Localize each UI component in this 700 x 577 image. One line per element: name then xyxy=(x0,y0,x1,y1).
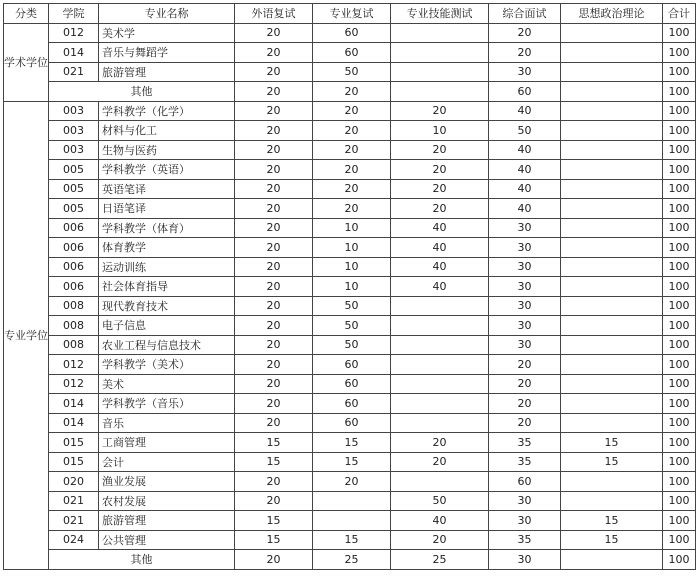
college-code: 012 xyxy=(49,23,99,43)
academic-category-cell: 学术学位 xyxy=(4,23,49,101)
table-row xyxy=(4,160,696,180)
politics-score: 15 xyxy=(561,530,663,550)
other-label: 其他 xyxy=(49,550,235,570)
politics-score: 15 xyxy=(561,452,663,472)
politics-score xyxy=(561,374,663,394)
politics-score: 15 xyxy=(561,511,663,531)
college-code: 014 xyxy=(49,43,99,63)
interview-score: 30 xyxy=(489,277,561,297)
interview-score: 30 xyxy=(489,62,561,82)
foreign-retest-score: 20 xyxy=(235,472,313,492)
major-name: 学科教学（化学） xyxy=(99,101,235,121)
major-retest-score: 50 xyxy=(313,335,391,355)
header-category: 分类 xyxy=(4,4,49,24)
professional-category-cell: 专业学位 xyxy=(4,101,49,569)
interview-score: 30 xyxy=(489,316,561,336)
skill-test-score: 40 xyxy=(391,238,489,258)
total-score: 100 xyxy=(663,199,696,219)
major-retest-score: 15 xyxy=(313,452,391,472)
politics-score xyxy=(561,62,663,82)
skill-test-score xyxy=(391,296,489,316)
skill-test-score: 20 xyxy=(391,452,489,472)
politics-score xyxy=(561,179,663,199)
major-retest-score: 10 xyxy=(313,277,391,297)
foreign-retest-score: 20 xyxy=(235,296,313,316)
header-college: 学院 xyxy=(49,4,99,24)
college-code: 006 xyxy=(49,218,99,238)
major-retest-score: 20 xyxy=(313,82,391,102)
table-row xyxy=(4,43,696,63)
interview-score: 20 xyxy=(489,394,561,414)
politics-score xyxy=(561,355,663,375)
interview-score: 30 xyxy=(489,550,561,570)
foreign-retest-score: 20 xyxy=(235,101,313,121)
total-score: 100 xyxy=(663,43,696,63)
skill-test-score: 40 xyxy=(391,277,489,297)
table-row xyxy=(4,23,696,43)
total-score: 100 xyxy=(663,335,696,355)
politics-score xyxy=(561,101,663,121)
foreign-retest-score: 15 xyxy=(235,433,313,453)
skill-test-score xyxy=(391,82,489,102)
table-row xyxy=(4,491,696,511)
politics-score xyxy=(561,160,663,180)
college-code: 015 xyxy=(49,452,99,472)
politics-score xyxy=(561,335,663,355)
foreign-retest-score: 20 xyxy=(235,335,313,355)
politics-score xyxy=(561,140,663,160)
major-retest-score: 50 xyxy=(313,316,391,336)
academic-other-row xyxy=(4,82,696,102)
foreign-retest-score: 20 xyxy=(235,413,313,433)
total-score: 100 xyxy=(663,23,696,43)
interview-score: 40 xyxy=(489,140,561,160)
skill-test-score xyxy=(391,316,489,336)
total-score: 100 xyxy=(663,218,696,238)
major-name: 美术 xyxy=(99,374,235,394)
interview-score: 40 xyxy=(489,179,561,199)
interview-score: 20 xyxy=(489,43,561,63)
header-major-retest: 专业复试 xyxy=(313,4,391,24)
skill-test-score xyxy=(391,335,489,355)
interview-score: 35 xyxy=(489,433,561,453)
skill-test-score xyxy=(391,62,489,82)
interview-score: 40 xyxy=(489,160,561,180)
college-code: 006 xyxy=(49,257,99,277)
total-score: 100 xyxy=(663,160,696,180)
college-code: 006 xyxy=(49,277,99,297)
major-name: 美术学 xyxy=(99,23,235,43)
college-code: 015 xyxy=(49,433,99,453)
skill-test-score xyxy=(391,43,489,63)
foreign-retest-score: 20 xyxy=(235,218,313,238)
table-row xyxy=(4,62,696,82)
major-retest-score: 20 xyxy=(313,199,391,219)
total-score: 100 xyxy=(663,238,696,258)
foreign-retest-score: 20 xyxy=(235,82,313,102)
college-code: 008 xyxy=(49,316,99,336)
politics-score xyxy=(561,218,663,238)
foreign-retest-score: 20 xyxy=(235,43,313,63)
foreign-retest-score: 15 xyxy=(235,511,313,531)
interview-score: 60 xyxy=(489,82,561,102)
header-major-name: 专业名称 xyxy=(99,4,235,24)
skill-test-score xyxy=(391,413,489,433)
major-name: 农业工程与信息技术 xyxy=(99,335,235,355)
major-name: 体育教学 xyxy=(99,238,235,258)
politics-score xyxy=(561,238,663,258)
college-code: 006 xyxy=(49,238,99,258)
skill-test-score: 20 xyxy=(391,199,489,219)
politics-score xyxy=(561,23,663,43)
foreign-retest-score: 20 xyxy=(235,374,313,394)
table-row xyxy=(4,511,696,531)
politics-score xyxy=(561,394,663,414)
total-score: 100 xyxy=(663,277,696,297)
table-row xyxy=(4,413,696,433)
foreign-retest-score: 20 xyxy=(235,179,313,199)
politics-score xyxy=(561,199,663,219)
major-name: 学科教学（英语） xyxy=(99,160,235,180)
college-code: 008 xyxy=(49,335,99,355)
major-name: 运动训练 xyxy=(99,257,235,277)
total-score: 100 xyxy=(663,101,696,121)
major-retest-score xyxy=(313,511,391,531)
college-code: 021 xyxy=(49,511,99,531)
interview-score: 30 xyxy=(489,238,561,258)
skill-test-score: 50 xyxy=(391,491,489,511)
college-code: 003 xyxy=(49,101,99,121)
table-row xyxy=(4,101,696,121)
other-label: 其他 xyxy=(49,82,235,102)
skill-test-score: 20 xyxy=(391,530,489,550)
politics-score: 15 xyxy=(561,433,663,453)
major-name: 生物与医药 xyxy=(99,140,235,160)
total-score: 100 xyxy=(663,140,696,160)
major-retest-score: 20 xyxy=(313,472,391,492)
foreign-retest-score: 20 xyxy=(235,257,313,277)
major-name: 材料与化工 xyxy=(99,121,235,141)
header-skill-test: 专业技能测试 xyxy=(391,4,489,24)
foreign-retest-score: 15 xyxy=(235,530,313,550)
total-score: 100 xyxy=(663,316,696,336)
college-code: 014 xyxy=(49,394,99,414)
major-retest-score: 15 xyxy=(313,433,391,453)
table-row xyxy=(4,433,696,453)
total-score: 100 xyxy=(663,413,696,433)
foreign-retest-score: 20 xyxy=(235,62,313,82)
college-code: 021 xyxy=(49,491,99,511)
foreign-retest-score: 20 xyxy=(235,491,313,511)
major-retest-score: 50 xyxy=(313,296,391,316)
total-score: 100 xyxy=(663,257,696,277)
interview-score: 40 xyxy=(489,199,561,219)
table-row xyxy=(4,277,696,297)
major-name: 音乐与舞蹈学 xyxy=(99,43,235,63)
table-row xyxy=(4,218,696,238)
interview-score: 60 xyxy=(489,472,561,492)
header-total: 合计 xyxy=(663,4,696,24)
foreign-retest-score: 15 xyxy=(235,452,313,472)
skill-test-score xyxy=(391,394,489,414)
major-retest-score: 60 xyxy=(313,43,391,63)
total-score: 100 xyxy=(663,374,696,394)
major-name: 会计 xyxy=(99,452,235,472)
interview-score: 20 xyxy=(489,355,561,375)
total-score: 100 xyxy=(663,121,696,141)
college-code: 020 xyxy=(49,472,99,492)
total-score: 100 xyxy=(663,491,696,511)
interview-score: 30 xyxy=(489,257,561,277)
major-name: 旅游管理 xyxy=(99,62,235,82)
total-score: 100 xyxy=(663,296,696,316)
interview-score: 20 xyxy=(489,374,561,394)
college-code: 021 xyxy=(49,62,99,82)
major-name: 学科教学（体育） xyxy=(99,218,235,238)
major-name: 学科教学（音乐） xyxy=(99,394,235,414)
major-retest-score: 20 xyxy=(313,160,391,180)
major-retest-score: 60 xyxy=(313,23,391,43)
major-retest-score: 10 xyxy=(313,218,391,238)
table-row xyxy=(4,257,696,277)
total-score: 100 xyxy=(663,394,696,414)
college-code: 003 xyxy=(49,140,99,160)
table-row xyxy=(4,296,696,316)
major-name: 电子信息 xyxy=(99,316,235,336)
professional-other-row xyxy=(4,550,696,570)
politics-score xyxy=(561,472,663,492)
total-score: 100 xyxy=(663,550,696,570)
major-retest-score: 20 xyxy=(313,140,391,160)
foreign-retest-score: 20 xyxy=(235,140,313,160)
major-retest-score: 25 xyxy=(313,550,391,570)
foreign-retest-score: 20 xyxy=(235,394,313,414)
table-row xyxy=(4,530,696,550)
skill-test-score: 20 xyxy=(391,140,489,160)
college-code: 008 xyxy=(49,296,99,316)
college-code: 003 xyxy=(49,121,99,141)
foreign-retest-score: 20 xyxy=(235,355,313,375)
major-retest-score: 20 xyxy=(313,101,391,121)
college-code: 012 xyxy=(49,355,99,375)
major-name: 音乐 xyxy=(99,413,235,433)
skill-test-score: 20 xyxy=(391,433,489,453)
major-retest-score: 20 xyxy=(313,121,391,141)
skill-test-score: 20 xyxy=(391,101,489,121)
table-row xyxy=(4,121,696,141)
major-name: 日语笔译 xyxy=(99,199,235,219)
total-score: 100 xyxy=(663,82,696,102)
politics-score xyxy=(561,316,663,336)
major-name: 学科教学（美术） xyxy=(99,355,235,375)
interview-score: 30 xyxy=(489,218,561,238)
table-row xyxy=(4,140,696,160)
table-row xyxy=(4,335,696,355)
major-retest-score: 50 xyxy=(313,62,391,82)
college-code: 014 xyxy=(49,413,99,433)
skill-test-score: 20 xyxy=(391,160,489,180)
total-score: 100 xyxy=(663,433,696,453)
major-name: 农村发展 xyxy=(99,491,235,511)
major-retest-score: 15 xyxy=(313,530,391,550)
foreign-retest-score: 20 xyxy=(235,277,313,297)
politics-score xyxy=(561,277,663,297)
major-retest-score: 10 xyxy=(313,257,391,277)
total-score: 100 xyxy=(663,62,696,82)
foreign-retest-score: 20 xyxy=(235,238,313,258)
major-name: 工商管理 xyxy=(99,433,235,453)
interview-score: 30 xyxy=(489,296,561,316)
score-weight-table xyxy=(3,3,696,570)
total-score: 100 xyxy=(663,179,696,199)
skill-test-score: 10 xyxy=(391,121,489,141)
skill-test-score: 40 xyxy=(391,218,489,238)
politics-score xyxy=(561,550,663,570)
college-code: 005 xyxy=(49,179,99,199)
major-name: 公共管理 xyxy=(99,530,235,550)
skill-test-score: 20 xyxy=(391,179,489,199)
table-row xyxy=(4,179,696,199)
major-name: 旅游管理 xyxy=(99,511,235,531)
total-score: 100 xyxy=(663,452,696,472)
major-retest-score xyxy=(313,491,391,511)
major-name: 英语笔译 xyxy=(99,179,235,199)
politics-score xyxy=(561,257,663,277)
skill-test-score xyxy=(391,374,489,394)
total-score: 100 xyxy=(663,472,696,492)
skill-test-score: 40 xyxy=(391,511,489,531)
politics-score xyxy=(561,43,663,63)
major-retest-score: 20 xyxy=(313,179,391,199)
skill-test-score xyxy=(391,472,489,492)
major-name: 社会体育指导 xyxy=(99,277,235,297)
header-interview: 综合面试 xyxy=(489,4,561,24)
table-row xyxy=(4,472,696,492)
table-row xyxy=(4,355,696,375)
table-row xyxy=(4,238,696,258)
interview-score: 30 xyxy=(489,335,561,355)
header-foreign-retest: 外语复试 xyxy=(235,4,313,24)
interview-score: 50 xyxy=(489,121,561,141)
major-retest-score: 60 xyxy=(313,394,391,414)
interview-score: 30 xyxy=(489,511,561,531)
college-code: 005 xyxy=(49,199,99,219)
skill-test-score: 40 xyxy=(391,257,489,277)
college-code: 024 xyxy=(49,530,99,550)
foreign-retest-score: 20 xyxy=(235,160,313,180)
foreign-retest-score: 20 xyxy=(235,550,313,570)
skill-test-score: 25 xyxy=(391,550,489,570)
interview-score: 40 xyxy=(489,101,561,121)
table-row xyxy=(4,452,696,472)
college-code: 005 xyxy=(49,160,99,180)
foreign-retest-score: 20 xyxy=(235,199,313,219)
table-row xyxy=(4,374,696,394)
major-retest-score: 60 xyxy=(313,374,391,394)
table-row xyxy=(4,199,696,219)
foreign-retest-score: 20 xyxy=(235,23,313,43)
table-row xyxy=(4,394,696,414)
total-score: 100 xyxy=(663,355,696,375)
college-code: 012 xyxy=(49,374,99,394)
major-retest-score: 60 xyxy=(313,413,391,433)
politics-score xyxy=(561,82,663,102)
interview-score: 20 xyxy=(489,23,561,43)
header-row xyxy=(4,4,696,24)
skill-test-score xyxy=(391,355,489,375)
major-name: 渔业发展 xyxy=(99,472,235,492)
total-score: 100 xyxy=(663,511,696,531)
interview-score: 30 xyxy=(489,491,561,511)
politics-score xyxy=(561,121,663,141)
table-row xyxy=(4,316,696,336)
major-retest-score: 10 xyxy=(313,238,391,258)
header-politics: 思想政治理论 xyxy=(561,4,663,24)
major-retest-score: 60 xyxy=(313,355,391,375)
skill-test-score xyxy=(391,23,489,43)
interview-score: 20 xyxy=(489,413,561,433)
politics-score xyxy=(561,491,663,511)
total-score: 100 xyxy=(663,530,696,550)
foreign-retest-score: 20 xyxy=(235,316,313,336)
major-name: 现代教育技术 xyxy=(99,296,235,316)
politics-score xyxy=(561,413,663,433)
interview-score: 35 xyxy=(489,452,561,472)
politics-score xyxy=(561,296,663,316)
foreign-retest-score: 20 xyxy=(235,121,313,141)
interview-score: 35 xyxy=(489,530,561,550)
